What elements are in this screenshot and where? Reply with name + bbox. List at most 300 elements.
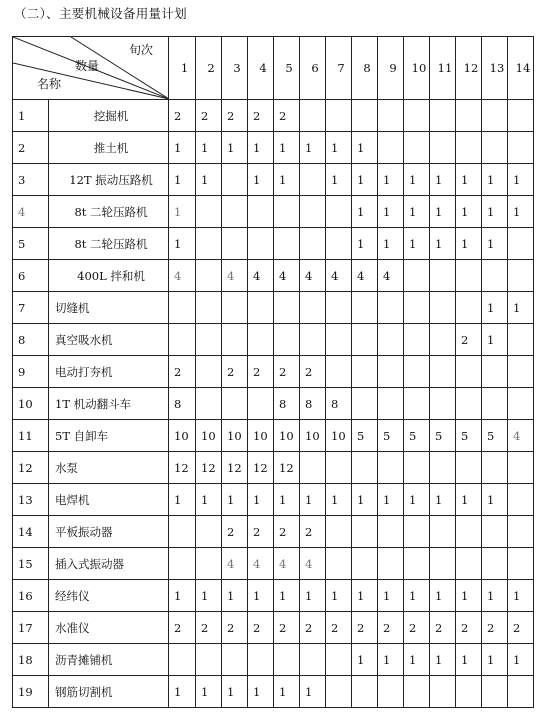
quantity-cell: 5 [456,420,482,452]
quantity-cell: 1 [196,132,222,164]
quantity-cell: 1 [378,164,404,196]
quantity-cell [196,388,222,420]
quantity-cell: 5 [378,420,404,452]
equipment-name: 12T 振动压路机 [49,164,169,196]
quantity-cell: 2 [169,612,196,644]
table-row [13,644,534,676]
quantity-cell [456,356,482,388]
quantity-cell [196,644,222,676]
quantity-cell: 2 [248,100,274,132]
quantity-cell [482,548,508,580]
quantity-cell [222,228,248,260]
equipment-name: 推土机 [49,132,169,164]
quantity-cell: 2 [352,612,378,644]
quantity-cell: 1 [274,676,300,708]
quantity-cell: 1 [196,580,222,612]
quantity-cell [169,324,196,356]
quantity-cell [508,260,534,292]
quantity-cell [248,644,274,676]
quantity-cell [482,388,508,420]
quantity-cell: 1 [169,676,196,708]
row-number: 2 [13,132,49,164]
header-quantity-label: 数量 [75,59,100,73]
table-row [13,132,534,164]
quantity-cell: 10 [222,420,248,452]
equipment-name: 1T 机动翻斗车 [49,388,169,420]
quantity-cell [508,324,534,356]
quantity-cell [378,132,404,164]
quantity-cell [222,292,248,324]
quantity-cell: 2 [274,100,300,132]
quantity-cell: 1 [482,484,508,516]
equipment-name: 电动打夯机 [49,356,169,388]
quantity-cell: 1 [248,580,274,612]
header-period-3: 3 [222,37,248,100]
quantity-cell: 1 [274,580,300,612]
quantity-cell [274,196,300,228]
equipment-name: 8t 二轮压路机 [49,228,169,260]
quantity-cell: 2 [222,356,248,388]
quantity-cell [378,548,404,580]
quantity-cell [456,452,482,484]
table-row [13,228,534,260]
quantity-cell: 2 [274,516,300,548]
row-number: 7 [13,292,49,324]
row-number: 10 [13,388,49,420]
equipment-name: 插入式振动器 [49,548,169,580]
quantity-cell: 1 [248,676,274,708]
header-name-label: 名称 [37,77,62,91]
row-number: 3 [13,164,49,196]
quantity-cell: 2 [222,516,248,548]
quantity-cell [222,164,248,196]
quantity-cell: 1 [456,644,482,676]
table-row [13,388,534,420]
equipment-name: 经纬仪 [49,580,169,612]
quantity-cell: 1 [430,228,456,260]
quantity-cell: 1 [482,324,508,356]
quantity-cell: 4 [274,548,300,580]
row-number: 15 [13,548,49,580]
quantity-cell: 1 [222,484,248,516]
row-number: 4 [13,196,49,228]
quantity-cell: 1 [248,132,274,164]
quantity-cell: 1 [404,164,430,196]
quantity-cell [430,548,456,580]
quantity-cell [274,324,300,356]
row-number: 8 [13,324,49,356]
quantity-cell: 4 [222,260,248,292]
header-period-13: 13 [482,37,508,100]
quantity-cell [508,132,534,164]
quantity-cell: 1 [404,196,430,228]
quantity-cell [169,516,196,548]
quantity-cell: 1 [326,484,352,516]
quantity-cell: 1 [508,644,534,676]
table-row [13,484,534,516]
quantity-cell [482,516,508,548]
equipment-name: 平板振动器 [49,516,169,548]
quantity-cell [430,516,456,548]
quantity-cell: 1 [482,644,508,676]
quantity-cell [196,292,222,324]
quantity-cell: 12 [274,452,300,484]
quantity-cell: 1 [352,196,378,228]
quantity-cell [169,292,196,324]
equipment-name: 水准仪 [49,612,169,644]
quantity-cell [456,516,482,548]
header-period-1: 1 [169,37,196,100]
quantity-cell: 4 [300,260,326,292]
quantity-cell [404,516,430,548]
quantity-cell: 2 [169,100,196,132]
quantity-cell: 2 [196,612,222,644]
quantity-cell: 10 [326,420,352,452]
quantity-cell [378,292,404,324]
quantity-cell [430,132,456,164]
quantity-cell [404,676,430,708]
quantity-cell [222,196,248,228]
equipment-name: 真空吸水机 [49,324,169,356]
header-corner-cell [13,37,169,100]
quantity-cell: 1 [456,580,482,612]
quantity-cell: 1 [248,164,274,196]
quantity-cell [248,388,274,420]
quantity-cell: 1 [222,132,248,164]
quantity-cell [326,324,352,356]
quantity-cell [300,452,326,484]
quantity-cell [274,228,300,260]
quantity-cell [300,164,326,196]
quantity-cell [326,452,352,484]
quantity-cell [378,676,404,708]
quantity-cell: 2 [196,100,222,132]
quantity-cell [352,676,378,708]
row-number: 11 [13,420,49,452]
quantity-cell [508,356,534,388]
quantity-cell: 1 [326,164,352,196]
page-title: （二）、主要机械设备用量计划 [14,6,187,21]
quantity-cell: 1 [169,164,196,196]
quantity-cell: 1 [352,132,378,164]
quantity-cell: 2 [430,612,456,644]
quantity-cell: 2 [300,612,326,644]
quantity-cell: 1 [508,580,534,612]
quantity-cell: 1 [352,644,378,676]
quantity-cell [482,100,508,132]
quantity-cell: 1 [352,484,378,516]
quantity-cell: 1 [326,580,352,612]
quantity-cell [430,676,456,708]
quantity-cell: 1 [352,164,378,196]
quantity-cell [274,292,300,324]
quantity-cell: 2 [169,356,196,388]
quantity-cell [456,260,482,292]
header-period-9: 9 [378,37,404,100]
quantity-cell [456,292,482,324]
equipment-name: 水泵 [49,452,169,484]
quantity-cell: 2 [222,612,248,644]
quantity-cell [430,452,456,484]
quantity-cell [196,228,222,260]
quantity-cell: 1 [482,196,508,228]
header-period-14: 14 [508,37,534,100]
quantity-cell: 8 [326,388,352,420]
row-number: 12 [13,452,49,484]
quantity-cell: 1 [352,580,378,612]
quantity-cell [352,356,378,388]
quantity-cell: 10 [169,420,196,452]
equipment-name: 沥青摊铺机 [49,644,169,676]
quantity-cell [248,228,274,260]
quantity-cell [482,452,508,484]
quantity-cell: 10 [196,420,222,452]
quantity-cell: 5 [352,420,378,452]
header-period-2: 2 [196,37,222,100]
quantity-cell: 8 [300,388,326,420]
quantity-cell: 1 [222,580,248,612]
quantity-cell [352,292,378,324]
quantity-cell [456,548,482,580]
quantity-cell [482,356,508,388]
quantity-cell [508,452,534,484]
quantity-cell [404,324,430,356]
quantity-cell: 2 [300,356,326,388]
quantity-cell [404,132,430,164]
quantity-cell [326,228,352,260]
quantity-cell: 1 [508,164,534,196]
header-period-7: 7 [326,37,352,100]
quantity-cell: 2 [274,356,300,388]
quantity-cell [404,292,430,324]
quantity-cell [404,548,430,580]
quantity-cell [378,388,404,420]
quantity-cell: 4 [169,260,196,292]
header-period-8: 8 [352,37,378,100]
quantity-cell: 1 [456,484,482,516]
quantity-cell: 1 [300,580,326,612]
quantity-cell: 1 [196,676,222,708]
quantity-cell [222,388,248,420]
quantity-cell: 2 [222,100,248,132]
equipment-name: 5T 自卸车 [49,420,169,452]
quantity-cell [326,292,352,324]
quantity-cell: 1 [456,228,482,260]
table-row [13,196,534,228]
quantity-cell: 4 [508,420,534,452]
quantity-cell [482,676,508,708]
table-row [13,676,534,708]
quantity-cell: 1 [482,164,508,196]
quantity-cell: 8 [274,388,300,420]
equipment-name: 电焊机 [49,484,169,516]
quantity-cell [300,100,326,132]
quantity-cell: 1 [404,644,430,676]
quantity-cell [248,196,274,228]
quantity-cell: 4 [248,260,274,292]
table-row [13,452,534,484]
quantity-cell: 1 [404,228,430,260]
quantity-cell [378,324,404,356]
quantity-cell: 2 [482,612,508,644]
quantity-cell [326,676,352,708]
quantity-cell: 1 [404,580,430,612]
quantity-cell: 2 [456,612,482,644]
quantity-cell: 10 [248,420,274,452]
quantity-cell: 12 [222,452,248,484]
quantity-cell [248,292,274,324]
quantity-cell: 1 [430,164,456,196]
quantity-cell: 2 [326,612,352,644]
quantity-cell [404,260,430,292]
quantity-cell [508,484,534,516]
quantity-cell: 1 [378,580,404,612]
quantity-cell: 1 [378,484,404,516]
equipment-schedule-table [12,36,534,708]
quantity-cell: 1 [482,228,508,260]
quantity-cell [222,644,248,676]
quantity-cell: 2 [300,516,326,548]
quantity-cell: 12 [169,452,196,484]
quantity-cell: 4 [274,260,300,292]
quantity-cell: 1 [222,676,248,708]
quantity-cell: 4 [326,260,352,292]
quantity-cell [404,388,430,420]
quantity-cell [378,452,404,484]
quantity-cell [300,324,326,356]
quantity-cell: 1 [456,164,482,196]
table-row [13,100,534,132]
quantity-cell [404,452,430,484]
quantity-cell [456,100,482,132]
row-number: 9 [13,356,49,388]
header-period-5: 5 [274,37,300,100]
quantity-cell: 1 [430,580,456,612]
header-period-label: 旬次 [129,43,154,57]
equipment-name: 切缝机 [49,292,169,324]
quantity-cell [430,388,456,420]
quantity-cell: 1 [326,132,352,164]
quantity-cell: 1 [169,196,196,228]
quantity-cell: 2 [456,324,482,356]
quantity-cell [248,324,274,356]
quantity-cell [430,100,456,132]
quantity-cell: 1 [169,484,196,516]
quantity-cell [378,356,404,388]
quantity-cell [222,324,248,356]
row-number: 14 [13,516,49,548]
equipment-name: 钢筋切割机 [49,676,169,708]
quantity-cell [430,292,456,324]
quantity-cell: 1 [274,484,300,516]
quantity-cell: 12 [248,452,274,484]
quantity-cell [508,388,534,420]
quantity-cell: 1 [430,644,456,676]
quantity-cell [300,196,326,228]
quantity-cell: 2 [248,356,274,388]
quantity-cell [352,100,378,132]
quantity-cell [508,548,534,580]
quantity-cell [378,100,404,132]
quantity-cell [404,356,430,388]
header-period-12: 12 [456,37,482,100]
quantity-cell: 2 [508,612,534,644]
table-header-row [13,37,534,100]
quantity-cell [482,260,508,292]
row-number: 17 [13,612,49,644]
table-row [13,292,534,324]
quantity-cell: 5 [482,420,508,452]
quantity-cell [326,516,352,548]
header-period-6: 6 [300,37,326,100]
table-row [13,548,534,580]
table-row [13,420,534,452]
quantity-cell [196,548,222,580]
row-number: 16 [13,580,49,612]
quantity-cell: 1 [300,132,326,164]
quantity-cell: 1 [378,228,404,260]
row-number: 18 [13,644,49,676]
quantity-cell [404,100,430,132]
quantity-cell [352,388,378,420]
quantity-cell: 1 [482,580,508,612]
header-period-11: 11 [430,37,456,100]
quantity-cell [196,356,222,388]
quantity-cell: 1 [430,196,456,228]
quantity-cell: 1 [274,132,300,164]
quantity-cell: 1 [508,292,534,324]
quantity-cell [378,516,404,548]
quantity-cell: 8 [169,388,196,420]
table-row [13,356,534,388]
row-number: 19 [13,676,49,708]
quantity-cell: 4 [352,260,378,292]
row-number: 13 [13,484,49,516]
quantity-cell: 2 [378,612,404,644]
quantity-cell: 1 [300,676,326,708]
quantity-cell [352,452,378,484]
quantity-cell: 5 [404,420,430,452]
table-row [13,324,534,356]
quantity-cell [326,356,352,388]
quantity-cell: 1 [300,484,326,516]
quantity-cell [196,516,222,548]
quantity-cell [196,260,222,292]
table-row [13,612,534,644]
quantity-cell [326,196,352,228]
quantity-cell: 1 [169,228,196,260]
quantity-cell: 1 [508,196,534,228]
quantity-cell [196,196,222,228]
quantity-cell: 1 [248,484,274,516]
quantity-cell [430,356,456,388]
quantity-cell [352,324,378,356]
quantity-cell: 1 [456,196,482,228]
table-row [13,580,534,612]
quantity-cell: 1 [196,484,222,516]
table-row [13,516,534,548]
quantity-cell: 12 [196,452,222,484]
quantity-cell [352,516,378,548]
quantity-cell: 1 [378,196,404,228]
quantity-cell: 5 [430,420,456,452]
quantity-cell: 4 [222,548,248,580]
quantity-cell: 1 [352,228,378,260]
quantity-cell [274,644,300,676]
quantity-cell: 10 [274,420,300,452]
quantity-cell [508,516,534,548]
row-number: 5 [13,228,49,260]
